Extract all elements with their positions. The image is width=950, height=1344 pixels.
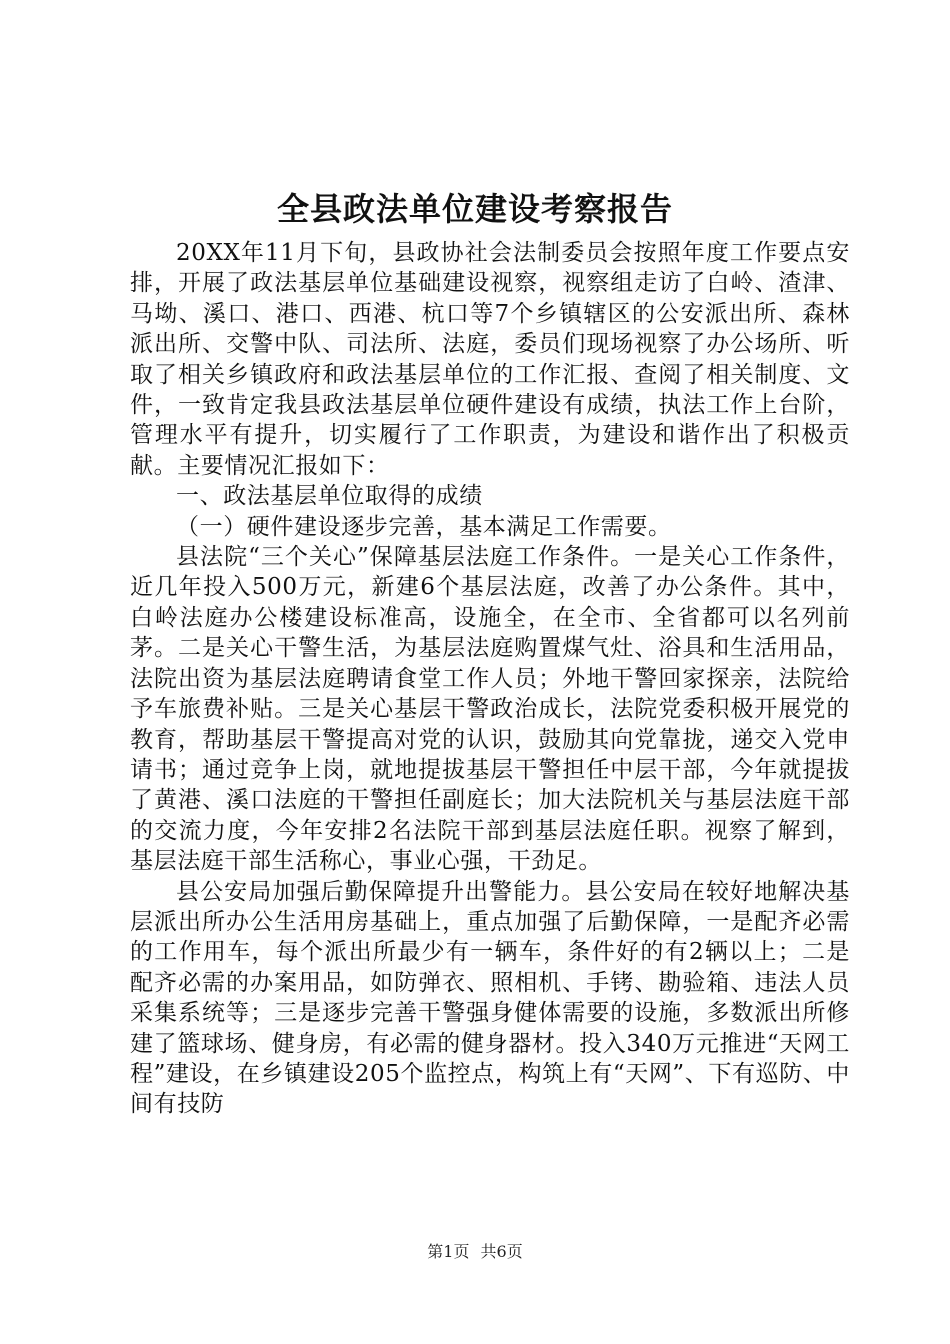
police-paragraph: 县公安局加强后勤保障提升出警能力。县公安局在较好地解决基层派出所办公生活用房基础上，重点加强了后勤保障，一是配齐必需的工作用车，每个派出所最少有一辆车，条件好的有2辆以上；二是配齐必需的办案用品，如防弹衣、照相机、手铐、勘验箱、违法人员采集系统等；三是逐步完善干警强身健体需要的设施，多数派出所修建了篮球场、健身房，有必需的健身器材。投入340万元推进“天网工程”建设，在乡镇建设205个监控点，构筑上有“天网”、下有巡防、中间有技防	[130, 878, 850, 1118]
intro-paragraph: 20XX年11月下旬，县政协社会法制委员会按照年度工作要点安排，开展了政法基层单位基础建设视察，视察组走访了白岭、渣津、马坳、溪口、港口、西港、杭口等7个乡镇辖区的公安派出所、森林派出所、交警中队、司法所、法庭，委员们现场视察了办公场所、听取了相关乡镇政府和政法基层单位的工作汇报、查阅了相关制度、文件，一致肯定我县政法基层单位硬件建设有成绩，执法工作上台阶，管理水平有提升，切实履行了工作职责，为建设和谐作出了积极贡献。主要情况汇报如下：	[130, 240, 850, 479]
section-heading: 一、政法基层单位取得的成绩	[176, 483, 483, 510]
document-body	[130, 238, 850, 1120]
court-paragraph: 县法院“三个关心”保障基层法庭工作条件。一是关心工作条件，近几年投入500万元，新建6个基层法庭，改善了办公条件。其中，白岭法庭办公楼建设标准高，设施全，在全市、全省都可以名列前茅。二是关心干警生活，为基层法庭购置煤气灶、浴具和生活用品，法院出资为基层法庭聘请食堂工作人员；外地干警回家探亲，法院给予车旅费补贴。三是关心基层干警政治成长，法院党委积极开展党的教育，帮助基层干警提高对党的认识，鼓励其向党靠拢，递交入党申请书；通过竞争上岗，就地提拔基层干警担任中层干部，今年就提拔了黄港、溪口法庭的干警担任副庭长；加大法院机关与基层法庭干部的交流力度，今年安排2名法院干部到基层法庭任职。视察了解到，基层法庭干部生活称心，事业心强，干劲足。	[130, 544, 850, 875]
page-number: 第1页	[427, 1242, 470, 1261]
subsection-heading: （一）硬件建设逐步完善，基本满足工作需要。	[176, 513, 672, 540]
page-footer	[0, 1240, 950, 1264]
page-total: 共6页	[480, 1242, 523, 1261]
document-title: 全县政法单位建设考察报告	[276, 190, 673, 228]
